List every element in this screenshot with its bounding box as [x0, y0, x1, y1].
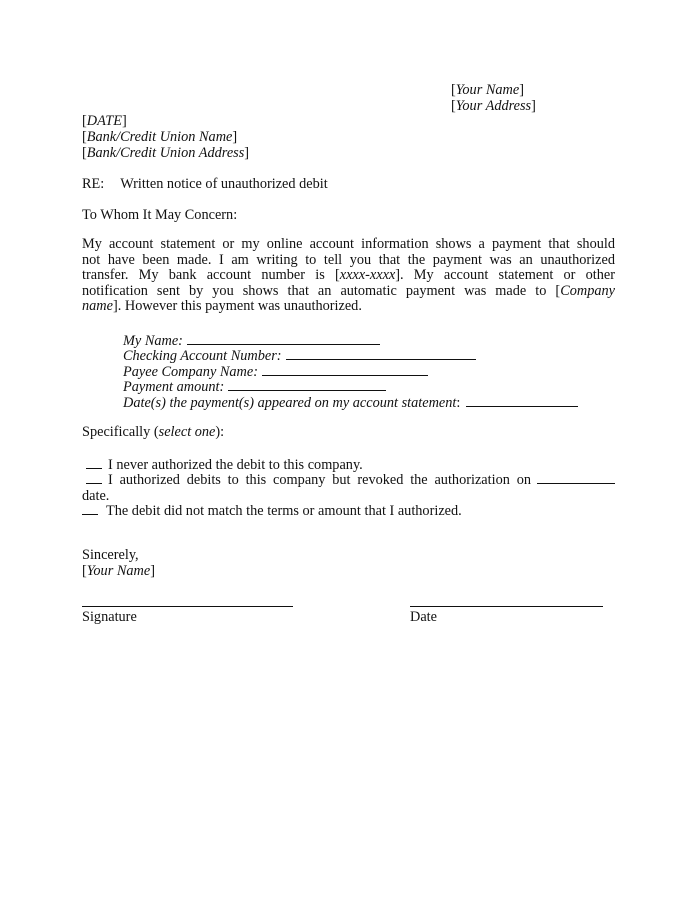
bank-name: [Bank/Credit Union Name]	[82, 129, 238, 145]
option-2-checkbox[interactable]	[86, 470, 102, 484]
option-terms-mismatch: The debit did not match the terms or amount that I authorized.	[82, 501, 462, 519]
date-rule[interactable]	[410, 606, 603, 607]
field-my-name: My Name:	[123, 331, 380, 349]
my-name-blank[interactable]	[187, 331, 380, 345]
option-never-authorized: I never authorized the debit to this company.	[82, 455, 363, 473]
option-3-checkbox[interactable]	[82, 501, 98, 515]
letter-date: [DATE]	[82, 113, 127, 129]
date-label: Date	[410, 609, 437, 625]
revoked-date-blank[interactable]	[537, 470, 615, 484]
signature-rule[interactable]	[82, 606, 293, 607]
body-paragraph	[82, 237, 615, 315]
checking-account-blank[interactable]	[286, 346, 476, 360]
company-placeholder: Company	[560, 282, 615, 299]
body-line-5: name]. However this payment was unauthorized.	[82, 298, 362, 315]
option-revoked-authorization: I authorized debits to this company but revoked the authorization on date.	[82, 470, 615, 504]
body-line-3: transfer. My bank account number is [xxxx-xxxx]. My account statement or other	[82, 267, 615, 284]
field-payment-dates: Date(s) the payment(s) appeared on my account statement:	[123, 393, 578, 411]
account-number-placeholder: xxxx-xxxx	[339, 267, 396, 284]
option-1-checkbox[interactable]	[86, 455, 102, 469]
sender-name: [Your Name]	[451, 82, 524, 98]
field-payee-company: Payee Company Name:	[123, 362, 428, 380]
field-checking-account: Checking Account Number:	[123, 346, 476, 364]
bank-address: [Bank/Credit Union Address]	[82, 145, 250, 161]
signature-label: Signature	[82, 609, 137, 625]
payment-amount-blank[interactable]	[228, 377, 386, 391]
payment-dates-blank[interactable]	[466, 393, 578, 407]
re-label: RE:	[82, 176, 105, 192]
re-subject: Written notice of unauthorized debit	[120, 176, 328, 192]
specifically-line: Specifically (select one):	[82, 424, 225, 440]
closing-name: [Your Name]	[82, 563, 155, 579]
payee-company-blank[interactable]	[262, 362, 428, 376]
salutation: To Whom It May Concern:	[82, 207, 238, 223]
body-line-2: not have been made. I am writing to tell you that the payment was an unauthorized	[82, 251, 615, 268]
body-line-1: My account statement or my online account information shows a payment that should	[82, 236, 615, 252]
re-line	[82, 176, 328, 192]
closing-sincerely: Sincerely,	[82, 547, 139, 563]
body-line-4: notification sent by you shows that an automatic payment was made to [Company	[82, 282, 615, 299]
field-payment-amount: Payment amount:	[123, 377, 386, 395]
sender-address: [Your Address]	[451, 98, 536, 114]
